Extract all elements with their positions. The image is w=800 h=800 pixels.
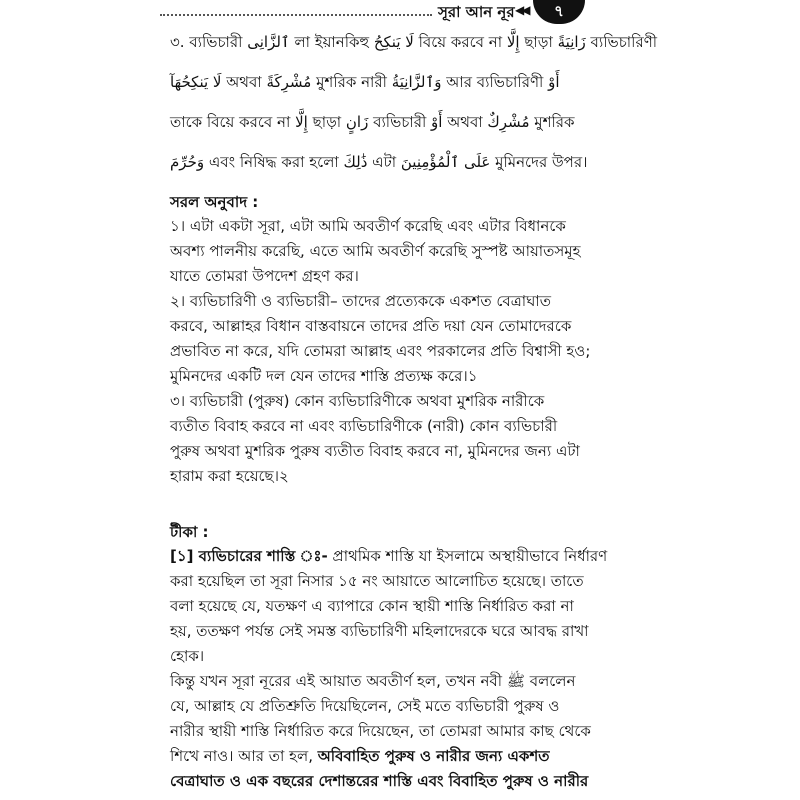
- double-arrow-icon: ◀◀: [515, 3, 528, 17]
- surah-title: সূরা আন নূর: [438, 3, 515, 21]
- arabic-word-by-word: [170, 22, 658, 182]
- paragraph-line: ১। এটা একটা সূরা, এটা আমি অবতীর্ণ করেছি এবং এটার বিধানকে: [170, 217, 566, 235]
- paragraph-line: হয়, ততক্ষণ পর্যন্ত সেই সমস্ত ব্যভিচারিণী মহিলাদেরকে ঘরে আবদ্ধ রাখা: [170, 622, 589, 640]
- arabic-line: لَا يَنكِحُهَآ অথবা مُشْرِكَةً মুশরিক নারী وَٱلزَّانِيَةُ আর ব্যভিচারিণী أَوْ: [170, 73, 560, 91]
- paragraph-line: পুরুষ অথবা মুশরিক পুরুষ ব্যতীত বিবাহ করবে না, মুমিনদের জন্য এটা: [170, 442, 580, 460]
- paragraph-line: প্রভাবিত না করে, যদি তোমরা আল্লাহ এবং পরকালের প্রতি বিশ্বাসী হও;: [170, 342, 591, 360]
- paragraph-line: যাতে তোমরা উপদেশ গ্রহণ কর।: [170, 267, 359, 285]
- note-label: [১] ব্যভিচারের শাস্তি ঃ-: [170, 547, 328, 565]
- page-number: ৭: [533, 0, 585, 24]
- notes-body: [170, 544, 632, 794]
- translation-body: [170, 214, 632, 489]
- notes-heading: টীকা :: [170, 523, 209, 541]
- arabic-line: তাকে বিয়ে করবে না إِلَّا ছাড়া زَانٍ ব্যভিচারী أَوْ অথবা مُشْرِكٌ মুশরিক: [170, 113, 575, 131]
- paragraph-line: ২। ব্যভিচারিণী ও ব্যভিচারী– তাদের প্রত্যেককে একশত বেত্রাঘাত: [170, 292, 552, 310]
- paragraph-line: কিন্তু যখন সূরা নূরের এই আয়াত অবতীর্ণ হল, তখন নবী ﷺ বললেন: [170, 672, 576, 690]
- paragraph-line: হারাম করা হয়েছে।২: [170, 467, 289, 485]
- paragraph-line: যে, আল্লাহ যে প্রতিশ্রুতি দিয়েছিলেন, সেই মতে ব্যভিচারী পুরুষ ও: [170, 697, 560, 715]
- paragraph-line: ৩। ব্যভিচারী (পুরুষ) কোন ব্যভিচারিণীকে অথবা মুশরিক নারীকে: [170, 392, 545, 410]
- paragraph-line: করবে, আল্লাহর বিধান বাস্তবায়নে তাদের প্রতি দয়া যেন তোমাদেরকে: [170, 317, 572, 335]
- translation-heading: সরল অনুবাদ :: [170, 193, 259, 211]
- paragraph-line: ব্যতীত বিবাহ করবে না এবং ব্যভিচারিণীকে (নারী) কোন ব্যভিচারী: [170, 417, 558, 435]
- paragraph-line: অবশ্য পালনীয় করেছি, এতে আমি অবতীর্ণ করেছি সুস্পষ্ট আয়াতসমূহ: [170, 242, 581, 260]
- bold-line: বেত্রাঘাত ও এক বছরের দেশান্তরের শাস্তি এবং বিবাহিত পুরুষ ও নারীর: [170, 772, 589, 790]
- paragraph-line-with-bold: [170, 744, 632, 769]
- paragraph-line: নারীর স্থায়ী শাস্তি নির্ধারিত করে দিয়েছেন, তা তোমরা আমার কাছ থেকে: [170, 722, 591, 740]
- arabic-line: وَحُرِّمَ এবং নিষিদ্ধ করা হলো ذَٰلِكَ এটা عَلَى ٱلْمُؤْمِنِينَ মুমিনদের উপর।: [170, 153, 588, 171]
- note-text: প্রাথমিক শাস্তি যা ইসলামে অস্থায়ীভাবে নির্ধারণ: [327, 547, 608, 565]
- paragraph-line: করা হয়েছিল তা সূরা নিসার ১৫ নং আয়াতে আলোচিত হয়েছে। তাতে: [170, 572, 584, 590]
- paragraph-line: হোক।: [170, 647, 205, 665]
- header-dotted-rule: [160, 14, 432, 16]
- note-first-line: [170, 544, 632, 569]
- bold-text: অবিবাহিত পুরুষ ও নারীর জন্য একশত: [317, 747, 550, 765]
- plain-text: শিখে নাও। আর তা হল,: [170, 747, 318, 765]
- paragraph-line: মুমিনদের একটি দল যেন তাদের শাস্তি প্রত্যক্ষ করে।১: [170, 367, 478, 385]
- arabic-line: ৩. ব্যভিচারী ٱلزَّانِى লা ইয়ানকিহু لَا يَنكِحُ বিয়ে করবে না إِلَّا ছাড়া زَانِيَةً ব্যভিচারিণী: [170, 33, 658, 51]
- paragraph-line: বলা হয়েছে যে, যতক্ষণ এ ব্যাপারে কোন স্থায়ী শাস্তি নির্ধারিত করা না: [170, 597, 574, 615]
